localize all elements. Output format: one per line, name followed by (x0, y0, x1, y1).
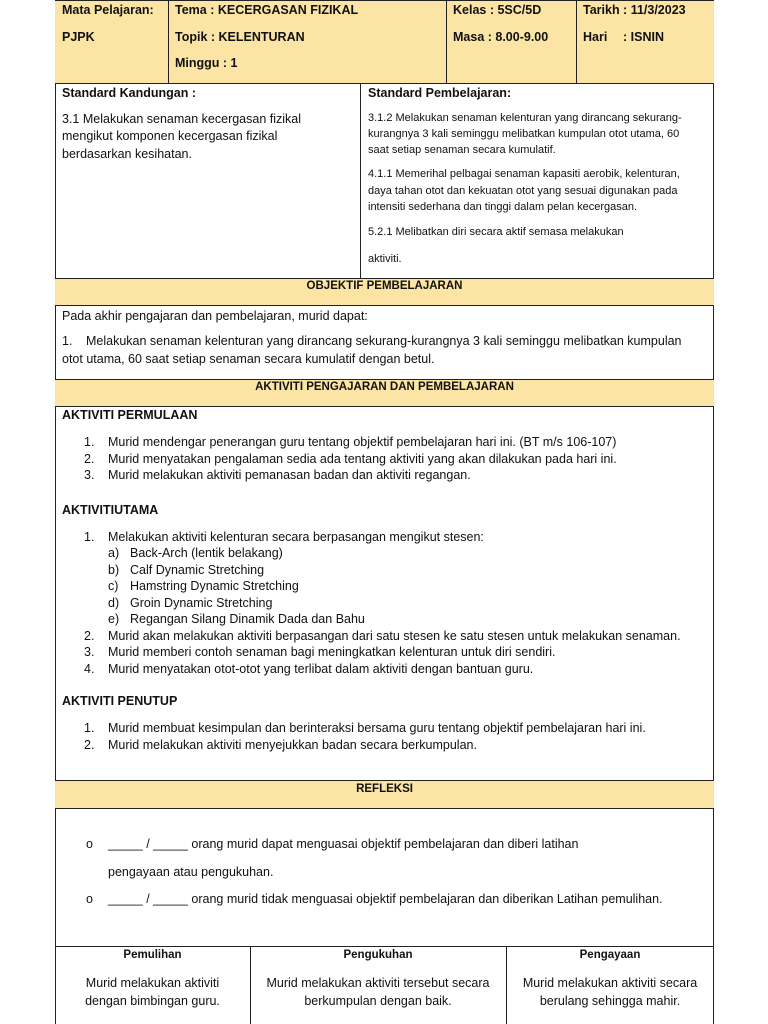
sub-list-item: Hamstring Dynamic Stretching (130, 579, 299, 593)
sub-list-marker: e) (108, 612, 120, 626)
learning-standard-title: Standard Pembelajaran: (368, 86, 512, 100)
end-activities-title: AKTIVITI PENUTUP (62, 694, 178, 708)
bullet-icon: o (86, 837, 93, 851)
enrichment-title: Pengayaan (579, 949, 641, 961)
list-item: Murid menyatakan otot-otot yang terlibat dalam aktiviti dengan bantuan guru. (108, 662, 534, 676)
remedial-text: dengan bimbingan guru. (85, 994, 220, 1008)
day-value: : ISNIN (623, 30, 664, 44)
learning-standard-line: daya tahan otot dan kekuatan otot yang sesuai digunakan pada (368, 185, 678, 197)
day-label: Hari (583, 30, 608, 44)
class: Kelas : 5SC/5D (453, 3, 542, 17)
objective-intro: Pada akhir pengajaran dan pembelajaran, murid dapat: (62, 309, 368, 323)
enrichment-text: berulang sehingga mahir. (539, 994, 681, 1008)
content-standard-line: 3.1 Melakukan senaman kecergasan fizikal (62, 112, 302, 126)
objective-item-line: Melakukan senaman kelenturan yang dirancang sekurang-kurangnya 3 kali seminggu melibatkan kumpulan (86, 334, 682, 348)
list-number: 2. (84, 738, 95, 752)
topic: Topik : KELENTURAN (175, 30, 305, 44)
enrichment-text: Murid melakukan aktiviti secara (522, 976, 698, 990)
subject-label: Mata Pelajaran: (62, 3, 154, 17)
content-standard-line: mengikut komponen kecergasan fizikal (62, 129, 278, 143)
learning-standard-line: saat setiap senaman secara kumulatif. (368, 144, 556, 156)
subject-value: PJPK (62, 30, 95, 44)
main-activities-title: AKTIVITIUTAMA (62, 503, 159, 517)
learning-standard-line: aktiviti. (368, 253, 402, 265)
list-item: Murid membuat kesimpulan dan berinteraksi bersama guru tentang objektif pembelajaran hari ini. (108, 721, 646, 735)
reinforcement-text: berkumpulan dengan baik. (304, 994, 452, 1008)
reinforcement-text: Murid melakukan aktiviti tersebut secara (266, 976, 490, 990)
sub-list-marker: c) (108, 579, 119, 593)
list-item: Murid akan melakukan aktiviti berpasangan dari satu stesen ke satu stesen untuk melakukan senaman. (108, 629, 681, 643)
reflection-heading: REFLEKSI (356, 783, 413, 795)
list-item: Murid melakukan aktiviti pemanasan badan dan aktiviti regangan. (108, 468, 471, 482)
reflection-line: _____ / _____ orang murid tidak menguasai objektif pembelajaran dan diberikan Latihan pemulihan. (108, 892, 663, 906)
time: Masa : 8.00-9.00 (453, 30, 549, 44)
sub-list-item: Calf Dynamic Stretching (130, 563, 265, 577)
reflection-line: _____ / _____ orang murid dapat menguasai objektif pembelajaran dan diberi latihan (108, 837, 579, 851)
learning-standard-line: 5.2.1 Melibatkan diri secara aktif semasa melakukan (368, 226, 624, 238)
sub-list-item: Back-Arch (lentik belakang) (130, 546, 283, 560)
lesson-plan-sheet (55, 0, 714, 1024)
learning-standard-line: intensiti sederhana dan tinggi dalam pelan kecergasan. (368, 201, 638, 213)
reinforcement-title: Pengukuhan (343, 949, 413, 961)
sub-list-marker: a) (108, 546, 120, 560)
remedial-title: Pemulihan (123, 949, 182, 961)
bullet-icon: o (86, 892, 93, 906)
sub-list-item: Regangan Silang Dinamik Dada dan Bahu (130, 612, 365, 626)
list-number: 2. (84, 629, 95, 643)
start-activities-title: AKTIVITI PERMULAAN (62, 408, 198, 422)
remedial-text: Murid melakukan aktiviti (85, 976, 220, 990)
list-number: 4. (84, 662, 95, 676)
list-number: 1. (84, 721, 95, 735)
objective-heading: OBJEKTIF PEMBELAJARAN (306, 280, 463, 292)
content-standard-title: Standard Kandungan : (62, 86, 197, 100)
theme: Tema : KECERGASAN FIZIKAL (175, 3, 359, 17)
sub-list-marker: b) (108, 563, 120, 577)
list-item: Murid menyatakan pengalaman sedia ada tentang aktiviti yang akan dilakukan pada hari ini. (108, 452, 617, 466)
sub-list-marker: d) (108, 596, 120, 610)
list-number: 1. (84, 435, 95, 449)
sub-list-item: Groin Dynamic Stretching (130, 596, 273, 610)
list-item: Murid melakukan aktiviti menyejukkan badan secara berkumpulan. (108, 738, 477, 752)
content-standard-line: berdasarkan kesihatan. (62, 147, 192, 161)
learning-standard-line: kurangnya 3 kali seminggu melibatkan kumpulan otot utama, 60 (368, 128, 680, 140)
week: Minggu : 1 (175, 56, 238, 70)
list-item: Murid memberi contoh senaman bagi meningkatkan kelenturan untuk diri sendiri. (108, 645, 556, 659)
learning-standard-line: 3.1.2 Melakukan senaman kelenturan yang dirancang sekurang- (368, 112, 682, 124)
list-number: 2. (84, 452, 95, 466)
list-number: 3. (84, 645, 95, 659)
activities-heading: AKTIVITI PENGAJARAN DAN PEMBELAJARAN (255, 381, 514, 393)
list-item: Murid mendengar penerangan guru tentang objektif pembelajaran hari ini. (BT m/s 106-107) (108, 435, 617, 449)
objective-item-line: otot utama, 60 saat setiap senaman secara kumulatif dengan betul. (62, 352, 435, 366)
reflection-line: pengayaan atau pengukuhan. (108, 865, 274, 879)
objective-item-number: 1. (62, 334, 73, 348)
date: Tarikh : 11/3/2023 (583, 3, 686, 17)
list-item: Melakukan aktiviti kelenturan secara berpasangan mengikut stesen: (108, 530, 484, 544)
list-number: 1. (84, 530, 95, 544)
learning-standard-line: 4.1.1 Memerihal pelbagai senaman kapasiti aerobik, kelenturan, (368, 168, 680, 180)
list-number: 3. (84, 468, 95, 482)
